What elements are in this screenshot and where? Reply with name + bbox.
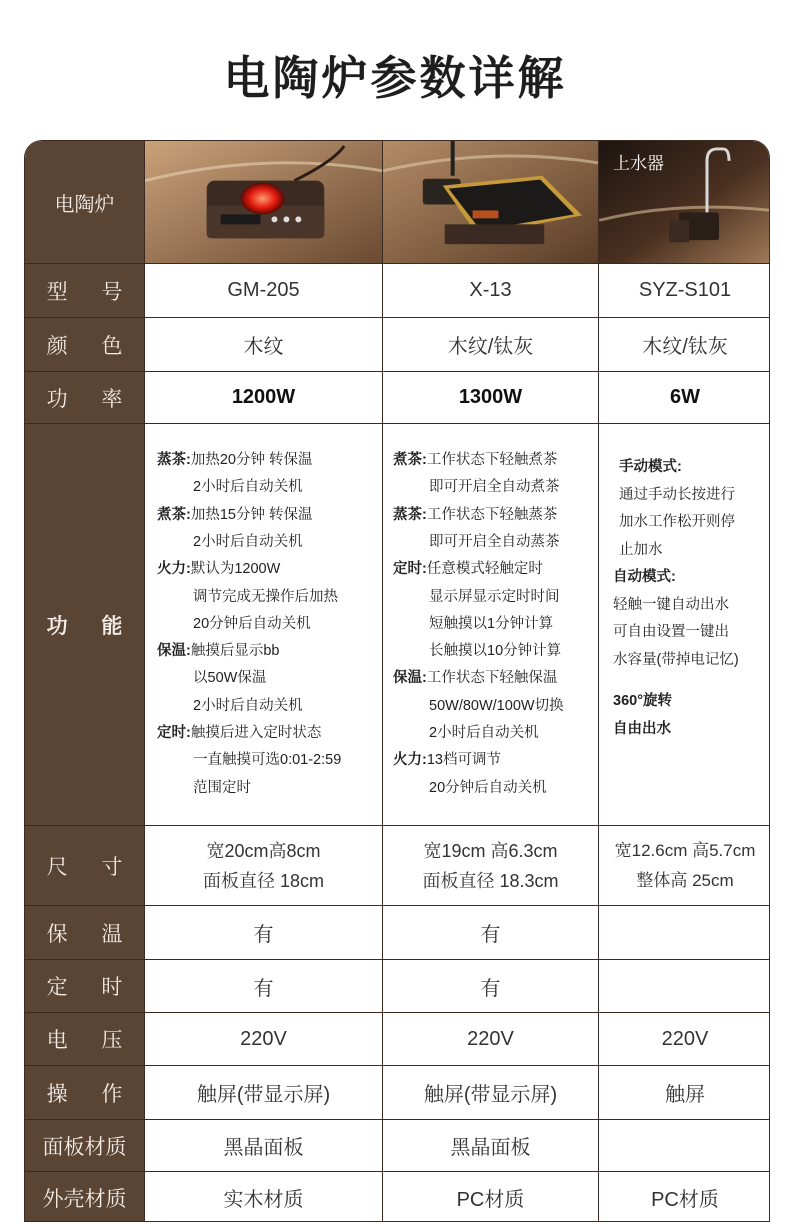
function-key: 煮茶: [393,452,427,469]
manual-line: 通过手动长按进行 [619,486,735,503]
function-line [157,556,341,583]
voltage-col3: 220V [661,1027,709,1050]
function-line: 调节完成无操作后加热 [193,588,338,605]
function-line: 范围定时 [193,779,251,796]
row-function [25,424,770,826]
keep-warm-col2: 有 [383,906,599,959]
function-text: 触摸后显示bb [190,643,280,660]
row-shell-material [25,1172,770,1222]
function-line: 即可开启全自动蒸茶 [429,533,560,550]
function-line [157,502,341,529]
color-col3: 木纹/钛灰 [642,336,728,358]
auto-line: 可自由设置一键出 [613,624,729,640]
function-line [157,447,341,474]
product-image-x13 [383,141,599,263]
model-col3: SYZ-S101 [638,279,732,301]
operation-col1: 触屏(带显示屏) [145,1066,383,1119]
size-line: 面板直径 18.3cm [422,870,559,891]
row-voltage [25,1013,770,1066]
label-color: 颜 色 [25,318,145,371]
row-size [25,826,770,906]
auto-mode-title: 自动模式: [613,569,676,585]
keep-warm-col3 [599,906,770,959]
function-line: 2小时后自动关机 [429,725,539,742]
function-line: 显示屏显示定时时间 [429,588,560,605]
auto-line: 轻触一键自动出水 [613,596,729,613]
label-timer: 定 时 [25,960,145,1012]
row-model [25,264,770,318]
size-line: 面板直径 18cm [202,870,325,891]
extra-line: 自由出水 [613,720,671,737]
size-line: 宽12.6cm 高5.7cm [614,840,756,860]
function-key: 煮茶: [157,506,191,523]
model-col1: GM-205 [145,264,383,317]
function-line [393,747,564,774]
function-line [393,665,564,692]
function-list-col1 [157,447,341,802]
function-key: 保温: [393,670,427,687]
label-keep-warm: 保 温 [25,906,145,959]
function-col3 [599,424,770,825]
row-timer [25,960,770,1013]
manual-line: 加水工作松开则停 [619,514,735,530]
function-text: 加热15分钟 转保温 [190,506,313,523]
function-line: 2小时后自动关机 [193,533,303,550]
shell-col3: PC材质 [651,1189,719,1211]
function-key: 保温: [157,643,191,660]
power-col2: 1300W [383,372,599,423]
model-col2: X-13 [383,264,599,317]
power-col3: 6W [670,386,700,408]
function-line: 短触摸以1分钟计算 [429,615,554,632]
size-line: 宽20cm高8cm [206,840,321,861]
label-operation: 操 作 [25,1066,145,1119]
function-list-col3 [613,454,739,743]
function-line: 20分钟后自动关机 [429,779,547,796]
function-col1 [145,424,383,825]
function-line: 以50W保温 [193,670,267,687]
panel-col1: 黑晶面板 [145,1120,383,1171]
size-line: 整体高 25cm [636,870,734,890]
function-key: 定时: [157,725,191,742]
function-key: 火力: [393,752,427,769]
label-power: 功 率 [25,372,145,423]
function-list-col2 [393,447,564,802]
size-col1 [145,826,383,905]
keep-warm-col1: 有 [145,906,383,959]
function-text: 工作状态下轻触煮茶 [426,452,558,469]
water-pump-caption: 上水器 [613,154,664,173]
function-line: 20分钟后自动关机 [193,615,311,632]
function-line: 2小时后自动关机 [193,479,303,496]
function-line: 2小时后自动关机 [193,697,303,714]
manual-line: 止加水 [619,541,663,558]
function-line [393,447,564,474]
operation-col2: 触屏(带显示屏) [383,1066,599,1119]
panel-col3 [599,1120,770,1171]
voltage-col1: 220V [145,1013,383,1065]
label-model: 型 号 [25,264,145,317]
image-row [25,141,770,264]
function-col2 [383,424,599,825]
function-line: 长触摸以10分钟计算 [429,643,562,660]
function-line: 50W/80W/100W切换 [429,697,564,714]
spec-table [24,140,770,1222]
color-col1: 木纹 [145,318,383,371]
function-key: 蒸茶: [157,452,191,469]
size-line: 宽19cm 高6.3cm [423,840,558,861]
function-text: 工作状态下轻触保温 [426,670,558,687]
row-operation [25,1066,770,1120]
row-power [25,372,770,424]
page-title: 电陶炉参数详解 [223,51,567,105]
timer-col2: 有 [383,960,599,1012]
label-voltage: 电 压 [25,1013,145,1065]
product-image-gm205 [145,141,383,263]
row-keep-warm [25,906,770,960]
row-panel-material [25,1120,770,1172]
label-function: 功 能 [25,424,145,825]
function-line [393,502,564,529]
label-shell-material: 外壳材质 [25,1172,145,1222]
voltage-col2: 220V [383,1013,599,1065]
header-label: 电陶炉 [25,141,145,263]
label-panel-material: 面板材质 [25,1120,145,1171]
timer-col1: 有 [145,960,383,1012]
function-line: 一直触摸可选0:01-2:59 [193,752,342,769]
shell-col1: 实木材质 [145,1172,383,1222]
function-text: 13档可调节 [426,752,501,769]
function-line [157,720,341,747]
function-key: 定时: [393,561,427,578]
shell-col2: PC材质 [383,1172,599,1222]
function-line [157,638,341,665]
row-color [25,318,770,372]
extra-line: 360°旋转 [613,693,672,709]
function-text: 触摸后进入定时状态 [190,725,322,742]
panel-col2: 黑晶面板 [383,1120,599,1171]
manual-mode-title: 手动模式: [619,459,682,475]
size-col3 [599,826,770,905]
function-key: 蒸茶: [393,506,427,523]
function-text: 加热20分钟 转保温 [190,452,313,469]
function-text: 工作状态下轻触蒸茶 [426,506,558,523]
product-image-syz-s101 [599,141,770,263]
label-size: 尺 寸 [25,826,145,905]
function-text: 任意模式轻触定时 [426,561,543,578]
operation-col3: 触屏 [665,1084,705,1106]
function-line [393,556,564,583]
auto-line: 水容量(带掉电记忆) [613,651,739,668]
size-col2 [383,826,599,905]
function-line: 即可开启全自动煮茶 [429,479,560,496]
power-col1: 1200W [145,372,383,423]
color-col2: 木纹/钛灰 [383,318,599,371]
function-text: 默认为1200W [190,561,281,578]
timer-col3 [599,960,770,1012]
function-key: 火力: [157,561,191,578]
